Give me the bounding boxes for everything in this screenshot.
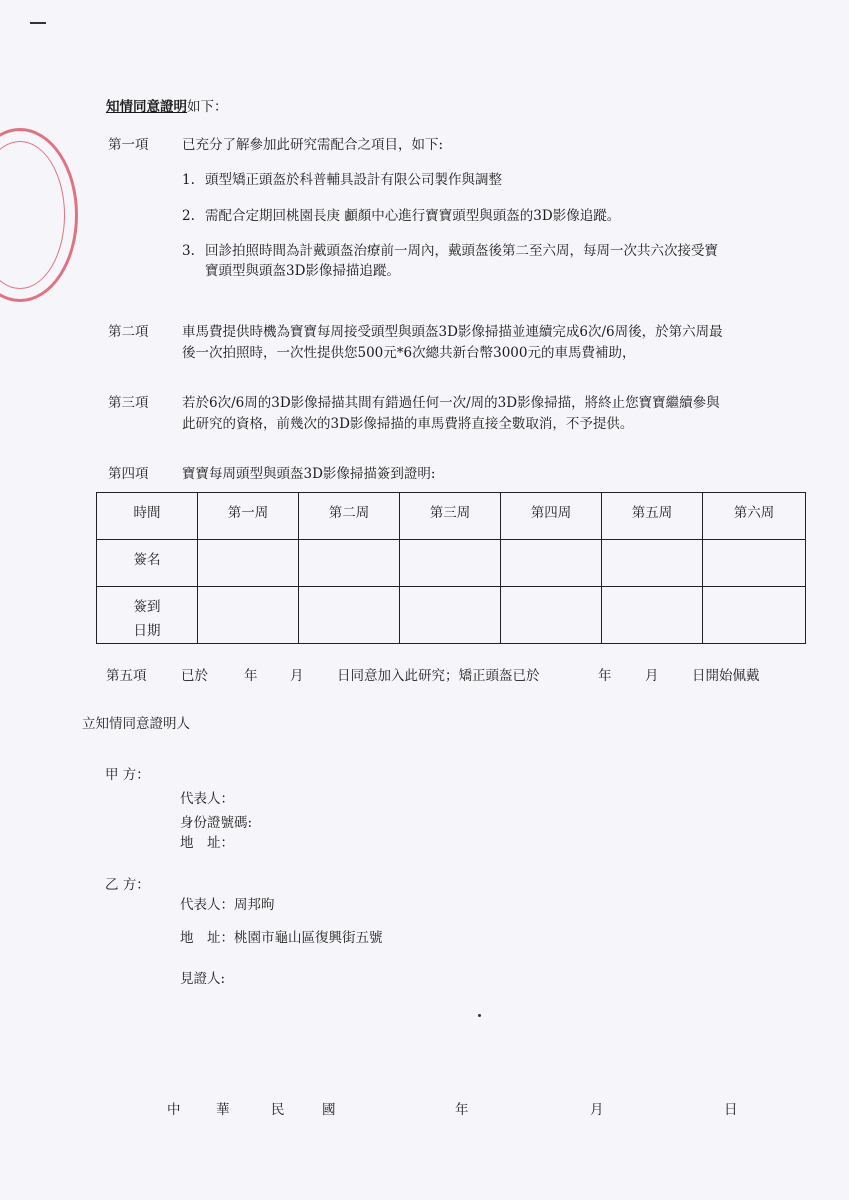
item1-sub3-line1: 回診拍照時間為計戴頭盔治療前一周內，戴頭盔後第二至六周，每周一次共六次接受寶 (205, 243, 718, 259)
party-b-witness: 見證人: (180, 971, 226, 987)
item5-text-1: 已於 (181, 668, 208, 684)
party-b-label: 乙 方： (105, 877, 150, 893)
header-cell-week5: 第五周 (602, 493, 703, 540)
party-b-address: 地 址：桃園市龜山區復興街五號 (180, 930, 383, 946)
date-line-char: 華 (216, 1102, 230, 1118)
section-heading: 知情同意證明如下： (106, 99, 228, 115)
party-a-label: 甲 方： (105, 767, 150, 783)
date-line-char: 民 (271, 1102, 285, 1118)
item5-month-2: 月 (645, 668, 659, 684)
party-a-id-number: 身份證號碼: (180, 815, 253, 831)
item1-sub1-num: 1. (182, 172, 195, 188)
signature-cell[interactable] (501, 540, 602, 587)
date-line-month: 月 (590, 1102, 604, 1118)
signatory-heading: 立知情同意證明人 (82, 716, 190, 732)
signature-cell[interactable] (198, 540, 299, 587)
ink-speck (478, 1014, 481, 1017)
item5-text-2: 日同意加入此研究；矯正頭盔已於 (337, 668, 540, 684)
table-row-signature (97, 540, 806, 587)
date-line-char: 中 (167, 1102, 181, 1118)
table-row-signin-date (97, 587, 806, 644)
item5-label: 第五項 (106, 668, 147, 684)
date-line-day: 日 (724, 1102, 738, 1118)
item5-month-1: 月 (290, 668, 304, 684)
item3-line1: 若於6次/6周的3D影像掃描其間有錯過任何一次/周的3D影像掃描，將終止您寶寶繼續參與 (182, 395, 720, 411)
item1-sub3-line2: 寶頭型與頭盔3D影像掃描追蹤。 (205, 263, 400, 279)
date-cell[interactable] (602, 587, 703, 644)
item3-label: 第三項 (108, 395, 149, 411)
scan-mark (30, 22, 46, 24)
item5-year-1: 年 (244, 668, 258, 684)
item1-sub2-text: 需配合定期回桃園長庚 顱顏中心進行寶寶頭型與頭盔的3D影像追蹤。 (205, 208, 621, 224)
red-seal-stamp (0, 128, 78, 302)
table-header-row (97, 493, 806, 540)
header-cell-week4: 第四周 (501, 493, 602, 540)
party-a-representative: 代表人： (180, 791, 234, 807)
item5-year-2: 年 (598, 668, 612, 684)
date-cell[interactable] (198, 587, 299, 644)
row-label-signature: 簽名 (97, 540, 198, 587)
item5-text-3: 日開始佩戴 (692, 668, 760, 684)
date-cell[interactable] (501, 587, 602, 644)
date-cell[interactable] (299, 587, 400, 644)
header-cell-time: 時間 (97, 493, 198, 540)
signature-cell[interactable] (299, 540, 400, 587)
date-cell[interactable] (703, 587, 806, 644)
date-cell[interactable] (400, 587, 501, 644)
item2-label: 第二項 (108, 324, 149, 340)
item4-label: 第四項 (108, 466, 149, 482)
party-a-address: 地 址： (180, 835, 234, 851)
header-cell-week6: 第六周 (703, 493, 806, 540)
item2-line1: 車馬費提供時機為寶寶每周接受頭型與頭盔3D影像掃描並連續完成6次/6周後，於第六周最 (182, 324, 723, 340)
signin-table (96, 492, 806, 644)
signature-cell[interactable] (400, 540, 501, 587)
date-line-year: 年 (455, 1102, 469, 1118)
item2-line2: 後一次拍照時，一次性提供您500元*6次總共新台幣3000元的車馬費補助， (182, 345, 636, 361)
signature-cell[interactable] (602, 540, 703, 587)
date-line-char: 國 (322, 1102, 336, 1118)
item1-sub3-num: 3. (182, 243, 195, 259)
signature-cell[interactable] (703, 540, 806, 587)
header-cell-week3: 第三周 (400, 493, 501, 540)
item3-line2: 此研究的資格，前幾次的3D影像掃描的車馬費將直接全數取消，不予提供。 (182, 416, 634, 432)
item4-text: 寶寶每周頭型與頭盔3D影像掃描簽到證明: (182, 466, 436, 482)
row-label-signin-date: 簽到 日期 (97, 587, 198, 644)
header-cell-week1: 第一周 (198, 493, 299, 540)
item1-text: 已充分了解參加此研究需配合之項目，如下: (182, 137, 444, 153)
item1-sub2-num: 2. (182, 208, 195, 224)
item1-label: 第一項 (108, 137, 149, 153)
party-b-representative: 代表人：周邦昫 (180, 897, 275, 913)
header-cell-week2: 第二周 (299, 493, 400, 540)
item1-sub1-text: 頭型矯正頭盔於科普輔具設計有限公司製作與調整 (205, 172, 502, 188)
